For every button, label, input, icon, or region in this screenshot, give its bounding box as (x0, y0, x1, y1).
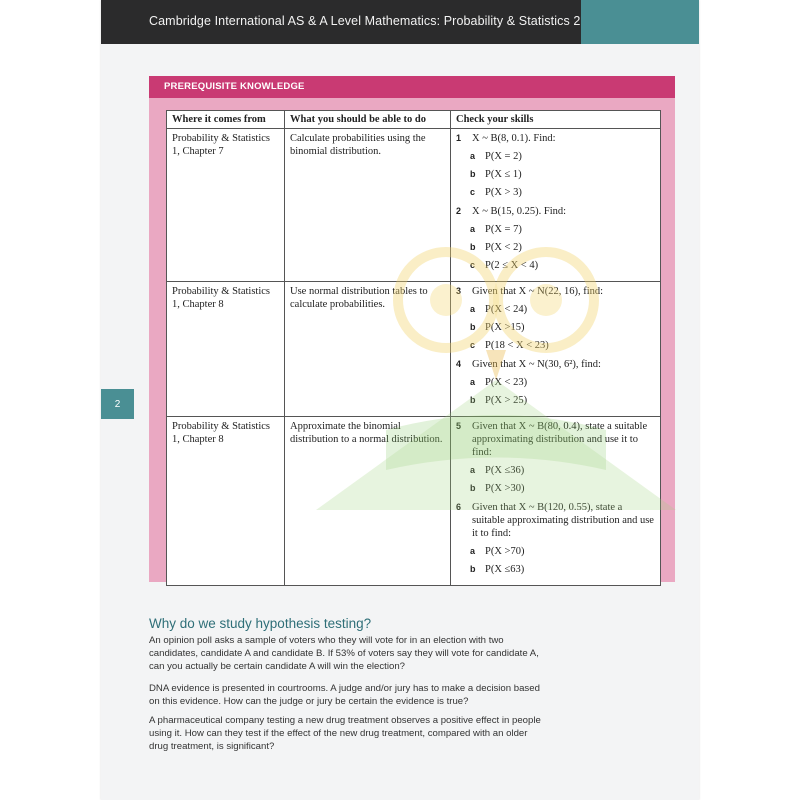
part-text: P(X > 25) (485, 395, 528, 406)
body-paragraph: DNA evidence is presented in courtrooms. A judge and/or jury has to make a decision based on this evidence. How can the judge or jury be certain the evidence is true? (149, 683, 540, 708)
section-heading: Why do we study hypothesis testing? (149, 616, 372, 631)
part-label: c (470, 340, 476, 350)
column-header: Where it comes from (167, 111, 285, 129)
column-header: What you should be able to do (285, 111, 451, 129)
part-label: b (470, 169, 476, 179)
table-row (167, 417, 661, 586)
part-text: P(18 < X < 23) (485, 340, 549, 351)
part-text: P(X < 23) (485, 377, 528, 388)
part-label: a (470, 151, 476, 161)
question (456, 285, 655, 352)
prerequisite-title: PREREQUISITE KNOWLEDGE (164, 81, 305, 92)
part-text: P(X > 3) (485, 187, 522, 198)
part-text: P(X >15) (485, 322, 525, 333)
source-cell: Probability & Statistics 1, Chapter 8 (167, 417, 285, 586)
prerequisite-knowledge-box (149, 76, 675, 582)
skill-cell: Use normal distribution tables to calculate probabilities. (285, 282, 451, 417)
question (456, 358, 655, 407)
body-paragraph: A pharmaceutical company testing a new drug treatment observes a positive effect in people using it. How can they test if the effect of the new drug treatment, compared with an older drug treatment, is significant? (149, 715, 541, 753)
source-cell: Probability & Statistics 1, Chapter 7 (167, 129, 285, 282)
question-number: 1 (456, 133, 462, 143)
part-text: P(2 ≤ X < 4) (485, 260, 539, 271)
part-label: a (470, 546, 476, 556)
questions-cell (451, 417, 661, 586)
body-paragraph: An opinion poll asks a sample of voters who they will vote for in an election with two candidates, candidate A and candidate B. If 53% of voters say they will vote for candidate A, can you actually be certain candidate A will win the election? (149, 635, 539, 673)
question-number: 3 (456, 286, 462, 296)
part-label: b (470, 564, 476, 574)
table-row (167, 129, 661, 282)
header-accent-bar (581, 0, 699, 44)
part-text: P(X < 2) (485, 242, 522, 253)
part-text: P(X = 7) (485, 224, 522, 235)
question-stem: Given that X ~ B(80, 0.4), state a suitable approximating distribution and use it to find: (472, 421, 648, 458)
questions-cell (451, 129, 661, 282)
table-row (167, 282, 661, 417)
prerequisite-title-bar (149, 76, 675, 98)
question-number: 2 (456, 206, 462, 216)
question-stem: Given that X ~ N(30, 6²), find: (472, 359, 601, 370)
part-label: a (470, 465, 476, 475)
book-page (101, 0, 699, 800)
question (456, 501, 655, 576)
skill-cell: Calculate probabilities using the binomial distribution. (285, 129, 451, 282)
question (456, 132, 655, 199)
table-header-row (167, 111, 661, 129)
question-stem: X ~ B(15, 0.25). Find: (472, 206, 567, 217)
part-text: P(X < 24) (485, 304, 528, 315)
question (456, 205, 655, 272)
part-label: c (470, 187, 476, 197)
question-number: 5 (456, 421, 462, 431)
part-label: b (470, 322, 476, 332)
part-label: b (470, 242, 476, 252)
running-header (101, 0, 581, 44)
source-cell: Probability & Statistics 1, Chapter 8 (167, 282, 285, 417)
prerequisite-table (166, 110, 661, 586)
part-text: P(X ≤ 1) (485, 169, 522, 180)
skill-cell: Approximate the binomial distribution to a normal distribution. (285, 417, 451, 586)
column-header: Check your skills (451, 111, 661, 129)
part-text: P(X = 2) (485, 151, 522, 162)
part-label: b (470, 395, 476, 405)
question-stem: X ~ B(8, 0.1). Find: (472, 133, 556, 144)
question-stem: Given that X ~ B(120, 0.55), state a suitable approximating distribution and use it to find: (472, 502, 654, 539)
part-label: a (470, 304, 476, 314)
page-number-tab: 2 (101, 389, 134, 419)
question (456, 420, 655, 495)
question-stem: Given that X ~ N(22, 16), find: (472, 286, 604, 297)
question-number: 6 (456, 502, 462, 512)
running-header-title: Cambridge International AS & A Level Mathematics: Probability & Statistics 2 (149, 14, 581, 28)
part-label: b (470, 483, 476, 493)
questions-cell (451, 282, 661, 417)
part-text: P(X >70) (485, 546, 525, 557)
part-label: a (470, 224, 476, 234)
part-label: a (470, 377, 476, 387)
part-text: P(X ≤36) (485, 465, 525, 476)
part-text: P(X ≤63) (485, 564, 525, 575)
part-text: P(X >30) (485, 483, 525, 494)
question-number: 4 (456, 359, 462, 369)
part-label: c (470, 260, 476, 270)
